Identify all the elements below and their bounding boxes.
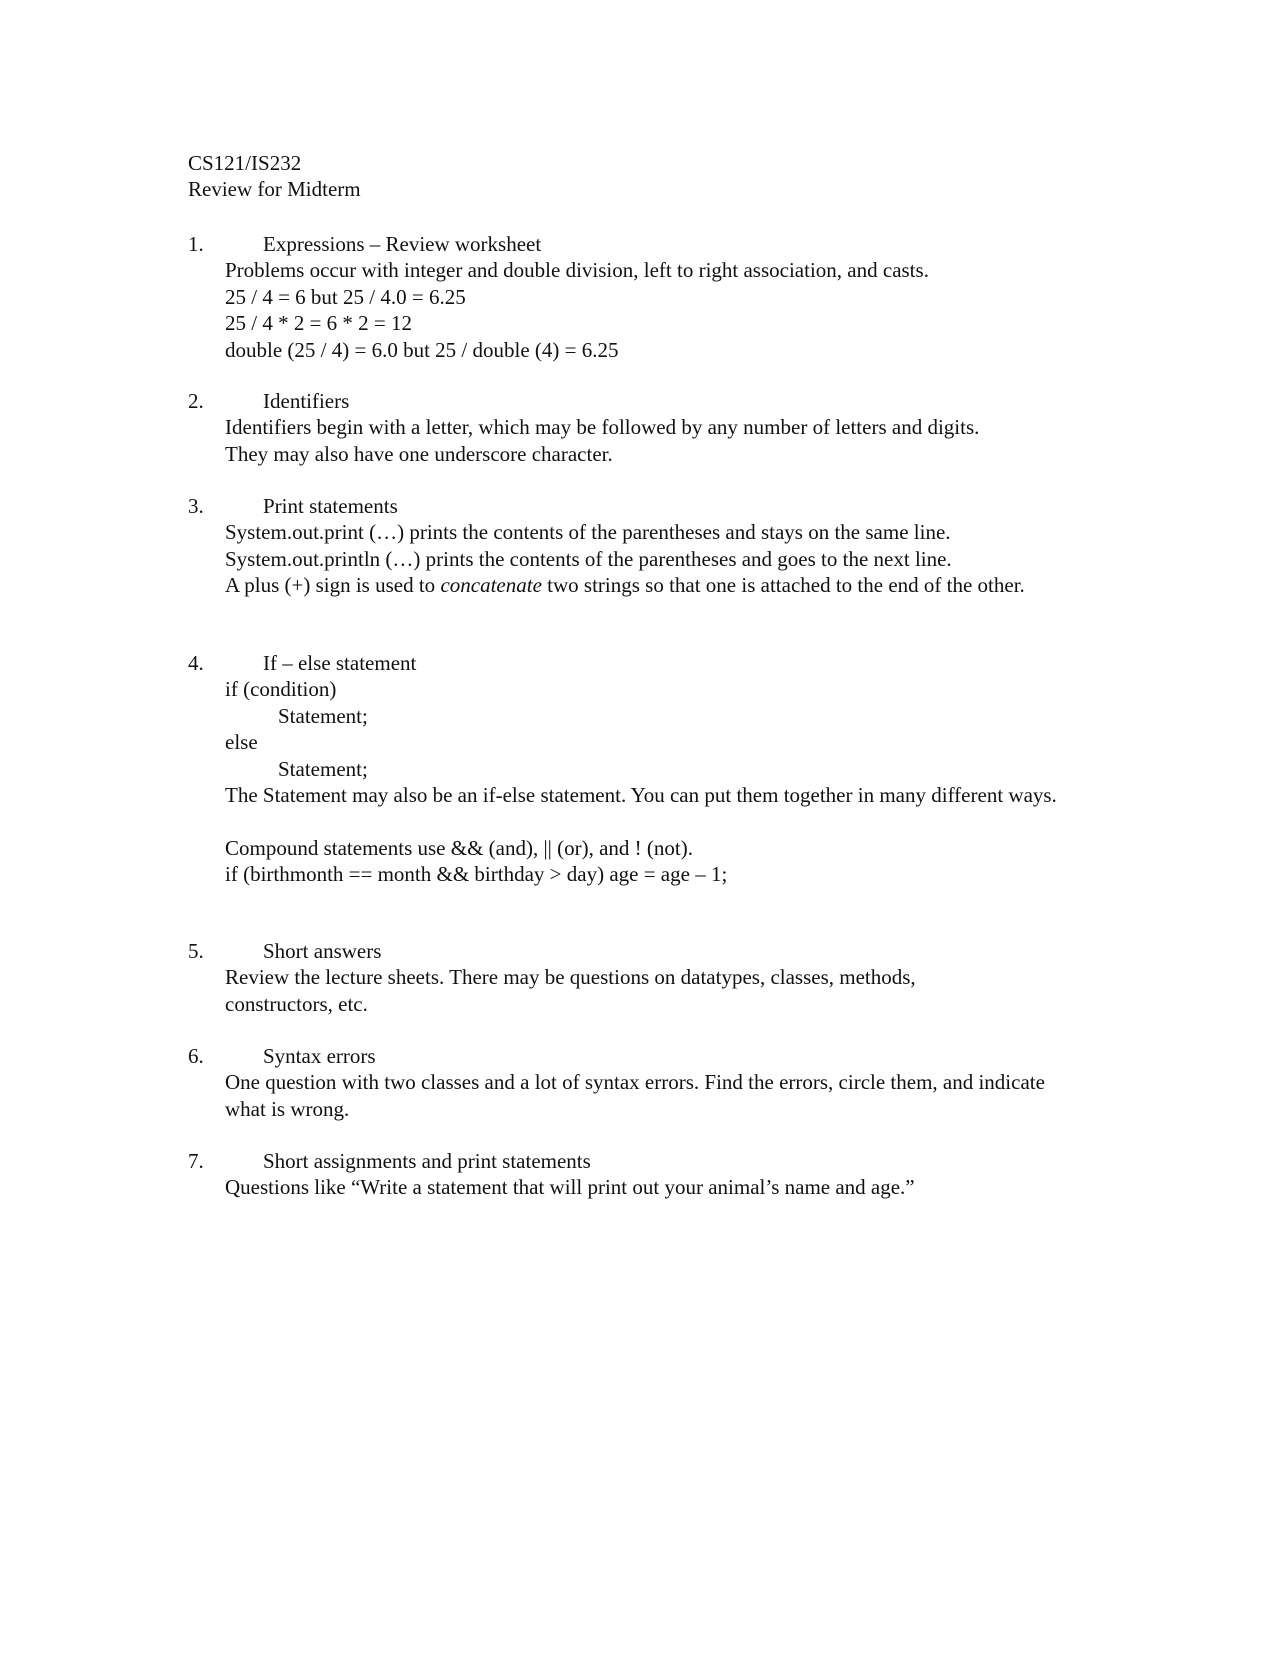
body-line: Problems occur with integer and double division, left to right association, and casts. <box>225 258 929 283</box>
document-header <box>188 150 361 203</box>
section-identifiers <box>188 388 1108 467</box>
section-print-statements <box>188 493 1108 599</box>
section-title: Short answers <box>263 939 382 963</box>
section-number: 3. <box>188 494 204 518</box>
section-expressions <box>188 231 1108 363</box>
concat-text: A plus (+) sign is used to <box>225 573 441 598</box>
section-title: Identifiers <box>263 389 350 413</box>
section-number: 1. <box>188 232 204 256</box>
section-body <box>225 257 1108 363</box>
code-if-line: if (condition) <box>225 677 337 702</box>
section-number: 5. <box>188 939 204 963</box>
code-example: if (birthmonth == month && birthday > day) age = age – 1; <box>225 862 728 887</box>
body-line: Questions like “Write a statement that will print out your animal’s name and age.” <box>225 1175 915 1200</box>
section-heading <box>188 493 1108 519</box>
spacer <box>225 808 1105 834</box>
section-title: Expressions – Review worksheet <box>263 232 542 256</box>
section-short-answers <box>188 938 1108 1017</box>
body-line: 25 / 4 * 2 = 6 * 2 = 12 <box>225 311 413 336</box>
section-title: Syntax errors <box>263 1044 376 1068</box>
body-paragraph: The Statement may also be an if-else statement. You can put them together in many different ways. <box>225 783 1057 808</box>
section-title: Print statements <box>263 494 398 518</box>
body-paragraph: Review the lecture sheets. There may be questions on datatypes, classes, methods, constructors, etc. <box>225 965 916 1016</box>
section-title: If – else statement <box>263 651 417 675</box>
section-number: 6. <box>188 1044 204 1068</box>
section-short-assignments <box>188 1148 1108 1201</box>
section-if-else <box>188 650 1108 888</box>
section-heading <box>188 938 1108 964</box>
section-body <box>225 1069 1045 1122</box>
section-heading <box>188 650 1108 676</box>
body-line: Identifiers begin with a letter, which may be followed by any number of letters and digits. <box>225 415 980 440</box>
body-line: They may also have one underscore character. <box>225 441 613 466</box>
code-statement: Statement; <box>278 756 368 781</box>
section-body <box>225 1174 1108 1200</box>
body-line: double (25 / 4) = 6.0 but 25 / double (4) = 6.25 <box>225 337 619 362</box>
code-else-line: else <box>225 730 258 755</box>
section-heading <box>188 1148 1108 1174</box>
section-body <box>225 676 1105 887</box>
section-heading <box>188 231 1108 257</box>
body-line: System.out.print (…) prints the contents of the parentheses and stays on the same line. <box>225 520 951 545</box>
section-number: 7. <box>188 1149 204 1173</box>
section-number: 4. <box>188 651 204 675</box>
section-body <box>225 519 1075 598</box>
concatenate-term: concatenate <box>440 573 542 598</box>
document-subtitle: Review for Midterm <box>188 177 361 202</box>
body-paragraph: One question with two classes and a lot of syntax errors. Find the errors, circle them, and indicate what is wrong. <box>225 1070 1045 1121</box>
code-statement: Statement; <box>278 703 368 728</box>
section-syntax-errors <box>188 1043 1108 1122</box>
section-title: Short assignments and print statements <box>263 1149 591 1173</box>
concat-text: two strings so that one is attached to the end of the other. <box>541 573 1025 598</box>
body-line: System.out.println (…) prints the contents of the parentheses and goes to the next line. <box>225 546 952 571</box>
section-heading <box>188 388 1108 414</box>
body-line: 25 / 4 = 6 but 25 / 4.0 = 6.25 <box>225 284 466 309</box>
concatenate-paragraph <box>225 572 1075 598</box>
section-body <box>225 964 1000 1017</box>
section-heading <box>188 1043 1108 1069</box>
body-line: Compound statements use && (and), || (or), and ! (not). <box>225 835 693 860</box>
course-code: CS121/IS232 <box>188 151 302 175</box>
section-body <box>225 414 1108 467</box>
section-number: 2. <box>188 389 204 413</box>
